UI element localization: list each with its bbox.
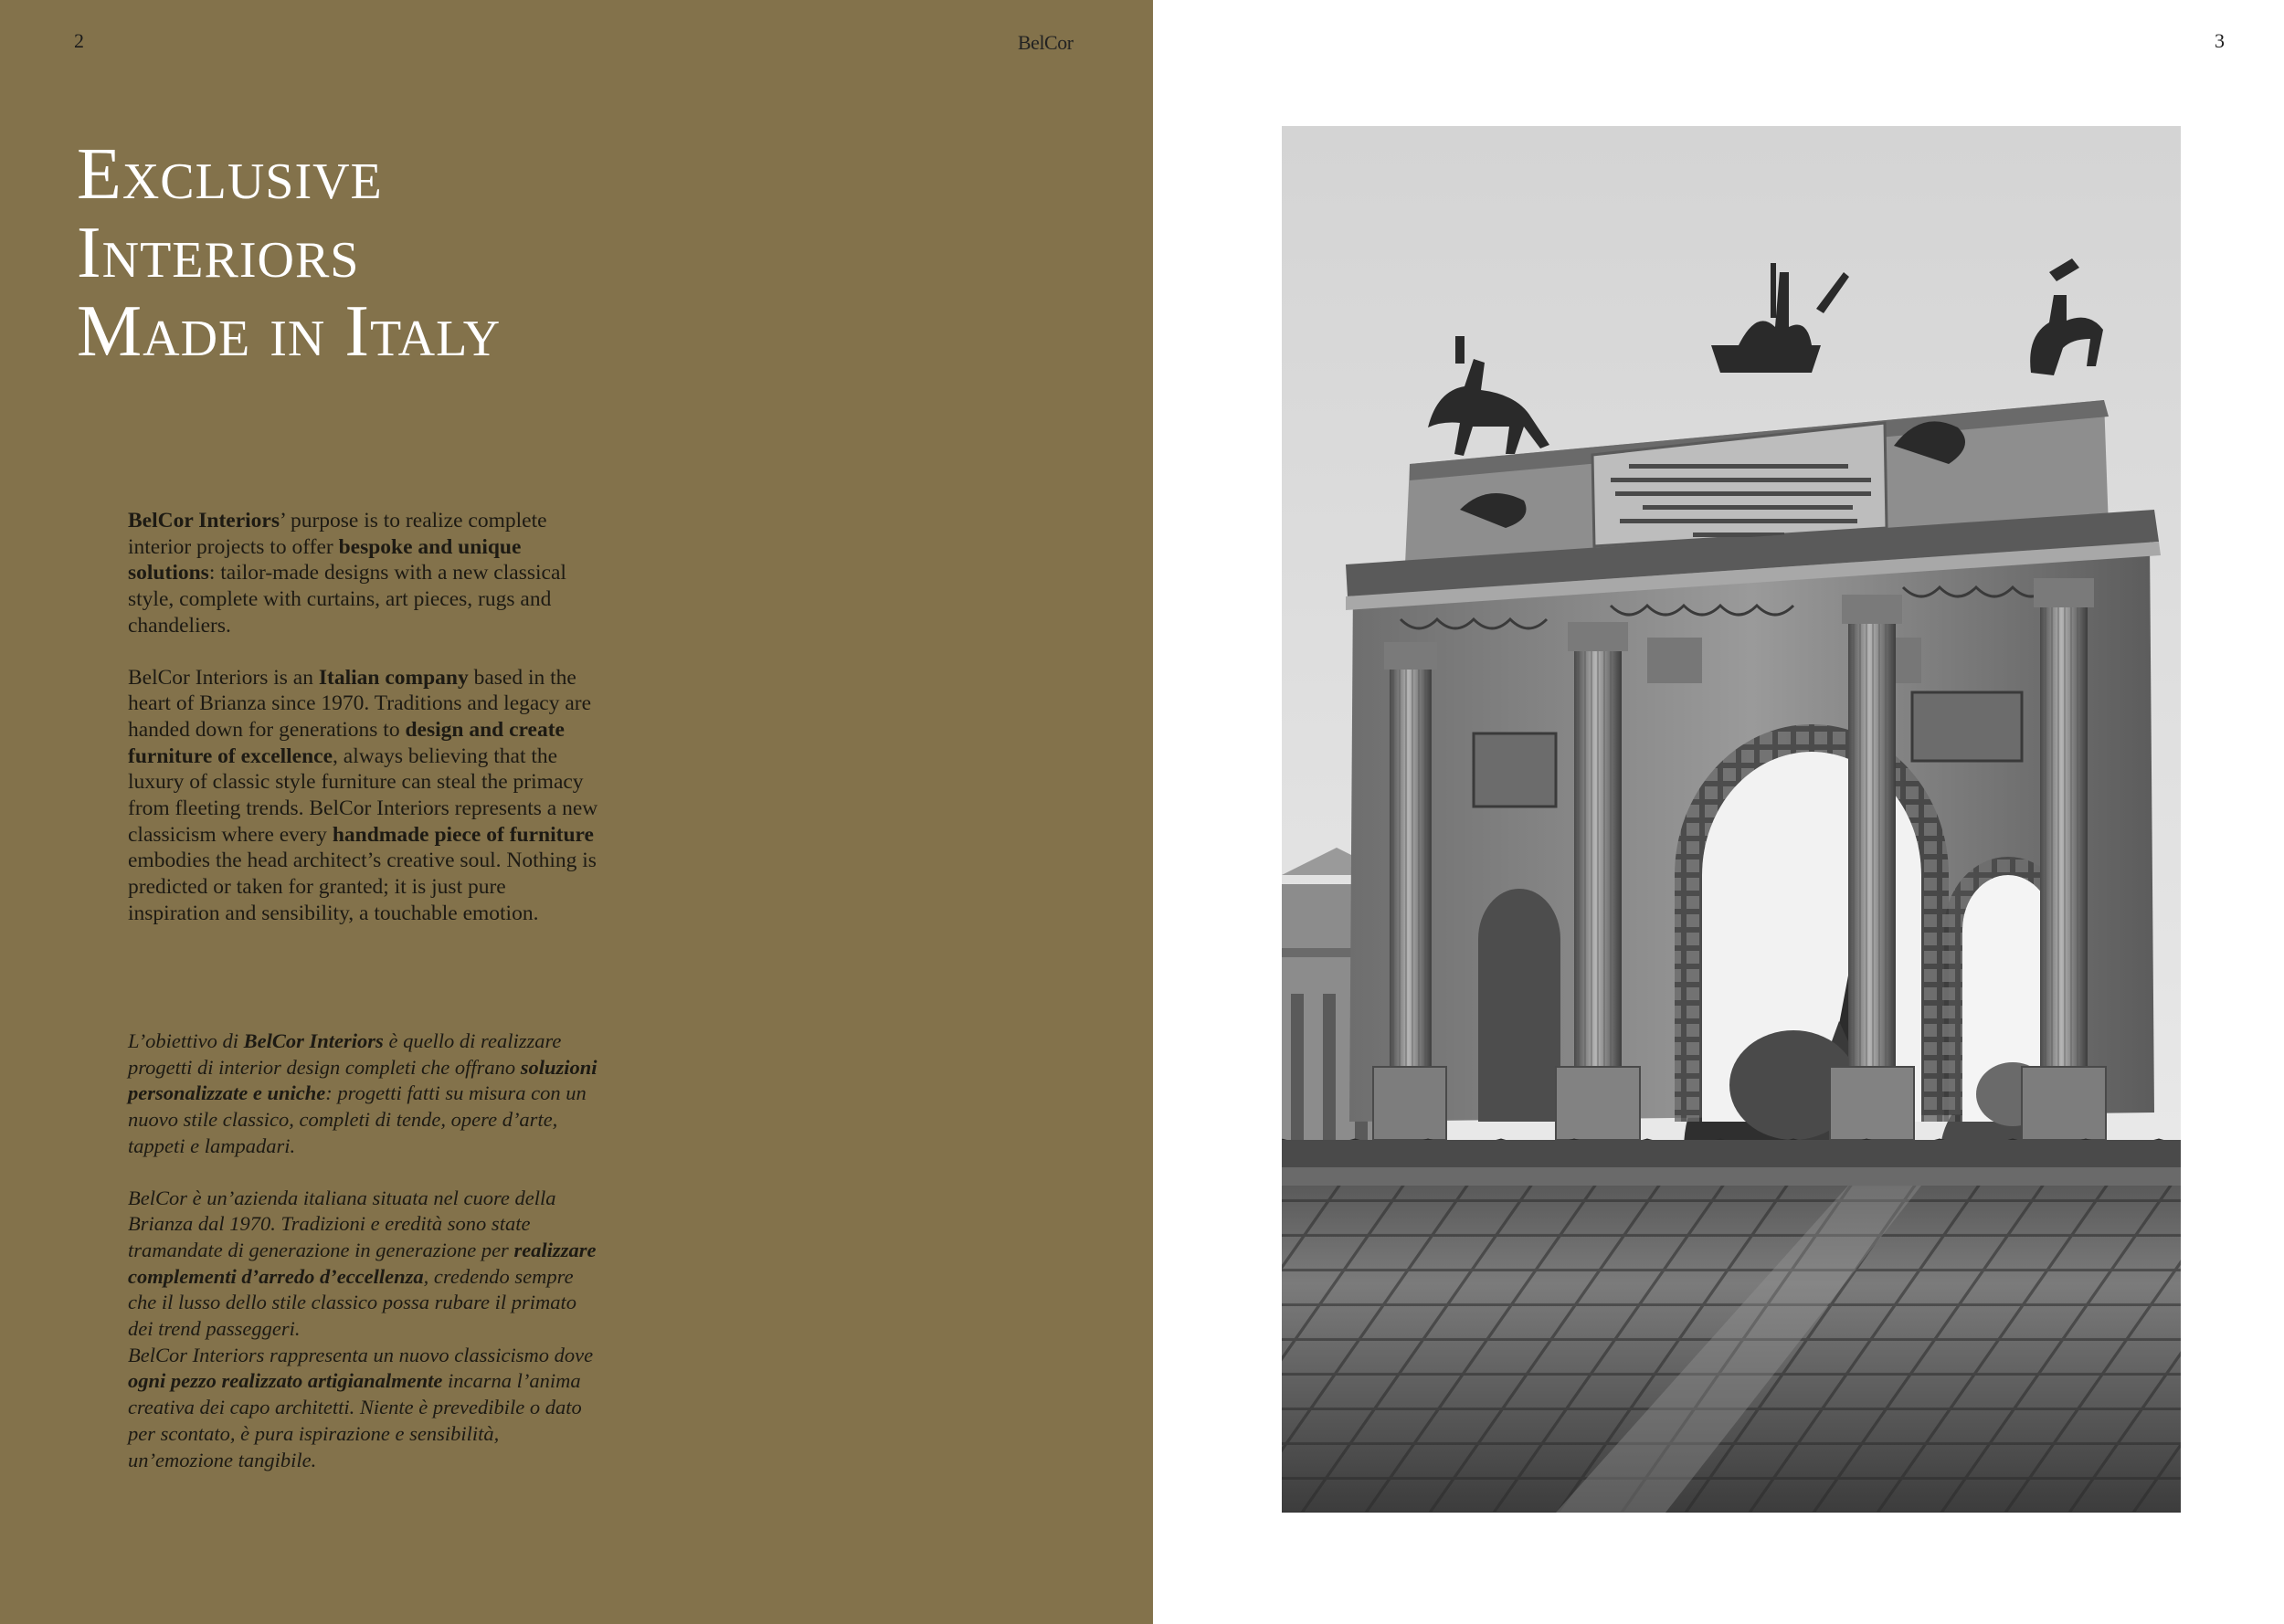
page-number-left: 2 bbox=[74, 29, 84, 52]
text-run: BelCor Interiors is an bbox=[128, 665, 319, 690]
text-run: based in the heart of Brianza since 1970. Traditions and legacy are handed down for generations to bbox=[128, 665, 592, 742]
bold-text-run: handmade piece of furniture bbox=[332, 822, 594, 847]
arch-photo bbox=[1282, 126, 2181, 1513]
bold-text-run: soluzioni personalizzate e uniche bbox=[128, 1055, 597, 1105]
headline-line-3: Made in Italy bbox=[77, 291, 502, 372]
headline-line-2: Interiors bbox=[77, 213, 360, 293]
italian-paragraph-1 bbox=[128, 1028, 603, 1160]
bold-text-run: Italian company bbox=[318, 665, 469, 690]
text-run: embodies the head architect’s creative soul. Nothing is predicted or taken for granted; it is just pure inspiration and sensibility, a touchable emotion. bbox=[128, 849, 597, 925]
arch-photo-graphic bbox=[1282, 126, 2181, 1513]
text-run: è quello di realizzare progetti di interior design completi che offrano bbox=[128, 1029, 562, 1079]
text-run: incarna l’anima creativa dei capo architetti. Niente è prevedibile o dato per scontato, è pura ispirazione e sensibilità, un’emozione tangibile. bbox=[128, 1369, 582, 1471]
headline bbox=[77, 135, 501, 371]
english-paragraph-2 bbox=[128, 665, 603, 927]
text-run: , always believing that the luxury of classic style furniture can steal the primacy from fleeting trends. BelCor Interiors represents a new classicism where every bbox=[128, 743, 598, 847]
bold-text-run: ogni pezzo realizzato artigianalmente bbox=[128, 1369, 443, 1393]
bold-text-run: BelCor Interiors bbox=[243, 1029, 384, 1052]
headline-line-1: Exclusive bbox=[77, 134, 383, 215]
bold-text-run: bespoke and unique solutions bbox=[128, 534, 522, 585]
page-number-right: 3 bbox=[2215, 29, 2225, 52]
text-run: : progetti fatti su misura con un nuovo stile classico, completi di tende, opere d’arte, tappeti e lampadari. bbox=[128, 1081, 587, 1157]
text-run: ’ purpose is to realize complete interior projects to offer bbox=[128, 509, 547, 559]
text-run: BelCor Interiors rappresenta un nuovo classicismo dove bbox=[128, 1343, 594, 1366]
bold-text-run: realizzare complementi d’arredo d’eccellenza bbox=[128, 1238, 597, 1288]
italian-paragraph-2 bbox=[128, 1186, 603, 1343]
english-paragraph-1 bbox=[128, 508, 603, 639]
text-run: , credendo sempre che il lusso dello stile classico possa rubare il primato dei trend passeggeri. bbox=[128, 1264, 577, 1341]
brand-mark: BelCor bbox=[1018, 31, 1073, 54]
text-run: BelCor è un’azienda italiana situata nel cuore della Brianza dal 1970. Tradizioni e eredità sono state tramandate di generazione in generazione per bbox=[128, 1186, 556, 1261]
italian-paragraph-3 bbox=[128, 1343, 603, 1474]
italian-text bbox=[128, 1028, 603, 1499]
english-text bbox=[128, 508, 603, 953]
bold-text-run: design and create furniture of excellence bbox=[128, 717, 565, 768]
bold-text-run: BelCor Interiors bbox=[128, 509, 280, 533]
text-run: L’obiettivo di bbox=[128, 1029, 244, 1052]
text-run: : tailor-made designs with a new classical style, complete with curtains, art pieces, rugs and chandeliers. bbox=[128, 561, 566, 638]
